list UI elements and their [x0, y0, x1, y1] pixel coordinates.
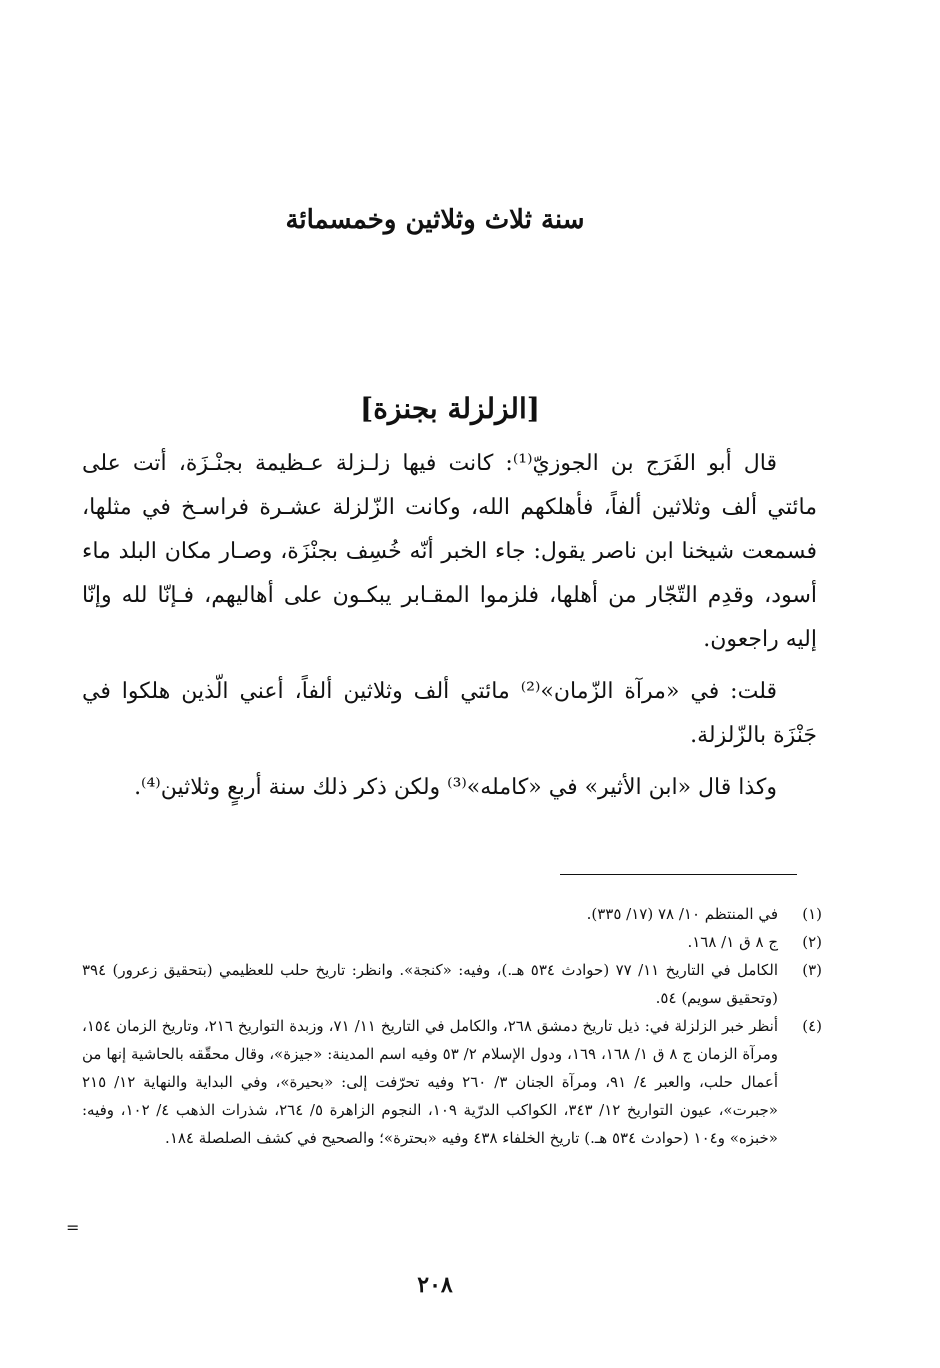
- footnote-4: [82, 1012, 822, 1152]
- paragraph-2: قلت: في «مرآة الزّمان»⁽²⁾ مائتي ألف وثلاثين ألفاً، أعني الّذين هلكوا في جَنْزَة بالزّلزلة.: [82, 679, 817, 748]
- main-text: [82, 442, 817, 818]
- footnote-1: [82, 900, 822, 928]
- paragraph-3: وكذا قال «ابن الأثير» في «كامله»⁽³⁾ ولكن ذكر ذلك سنة أربعٍ وثلاثين⁽⁴⁾.: [134, 775, 777, 800]
- footnote-number: (٤): [802, 1017, 822, 1035]
- section-title: [الزلزلة بجنزة]: [360, 392, 540, 425]
- footnote-3: [82, 956, 822, 1012]
- footnote-text: الكامل في التاريخ ١١/ ٧٧ (حوادث ٥٣٤ هـ.)، وفيه: «كنجة». وانظر: تاريخ حلب للعظيمي (بتحقيق زعرور) ٣٩٤ (وتحقيق سويم) ٥٤.: [82, 961, 778, 1007]
- footnotes: [82, 900, 822, 1152]
- footnote-number: (١): [802, 905, 822, 923]
- footnote-text: في المنتظم ١٠/ ٧٨ (١٧/ ٣٣٥).: [586, 905, 778, 923]
- footnote-text: ج ٨ ق ١/ ١٦٨.: [687, 933, 778, 951]
- continuation-mark: =: [66, 1218, 80, 1237]
- paragraph-1: قال أبو الفَرَج بن الجوزيّ⁽¹⁾: كانت فيها زلـزلة عـظيمة بجنْـزَة، أتت على مائتي ألف وثلاثين ألفاً، فأهلكهم الله، وكانت الزّلزلة عشـرة فراسـخ في مثلها، فسمعت شيخنا ابن ناصر يقول: جاء الخبر أنّه خُسِف بجنْزَة، وصـار مكان البلد ماء أسود، وقدِم التّجّار من أهلها، فلزموا المقـابر يبكـون على أهاليهم، فـإنّا لله وإنّا إليه راجعون.: [82, 451, 817, 652]
- year-title: سنة ثلاث وثلاثين وخمسمائة: [285, 205, 585, 235]
- footnote-text: أنظر خبر الزلزلة في: ذيل تاريخ دمشق ٢٦٨، والكامل في التاريخ ١١/ ٧١، وزبدة التواريخ ٢١٦، وتاريخ الزمان ١٥٤، ومرآة الزمان ج ٨ ق ١/ ١٦٨، ١٦٩، ودول الإسلام ٢/ ٥٣ وفيه اسم المدينة: «جيزة»، وقال محقّقه بالحاشية إنها من أعمال حلب، والعبر ٤/ ٩١، ومرآة الجنان ٣/ ٢٦٠ وفيه تحرّفت إلى: «بحيرة»، وفي البداية والنهاية ١٢/ ٢١٥ «جبرت»، عيون التواريخ ١٢/ ٣٤٣، الكواكب الدرّية ١٠٩، النجوم الزاهرة ٥/ ٢٦٤، شذرات الذهب ٤/ ١٠٢، وفيه: «خبزه» و١٠٤ (حوادث ٥٣٤ هـ.) تاريخ الخلفاء ٤٣٨ وفيه «بحترة»؛ والصحيح في كشف الصلصلة ١٨٤.: [82, 1017, 779, 1147]
- page-number: ٢٠٨: [417, 1272, 453, 1298]
- footnote-2: [82, 928, 822, 956]
- footnote-number: (٢): [802, 933, 822, 951]
- footnote-separator: [560, 874, 797, 875]
- footnote-number: (٣): [802, 961, 822, 979]
